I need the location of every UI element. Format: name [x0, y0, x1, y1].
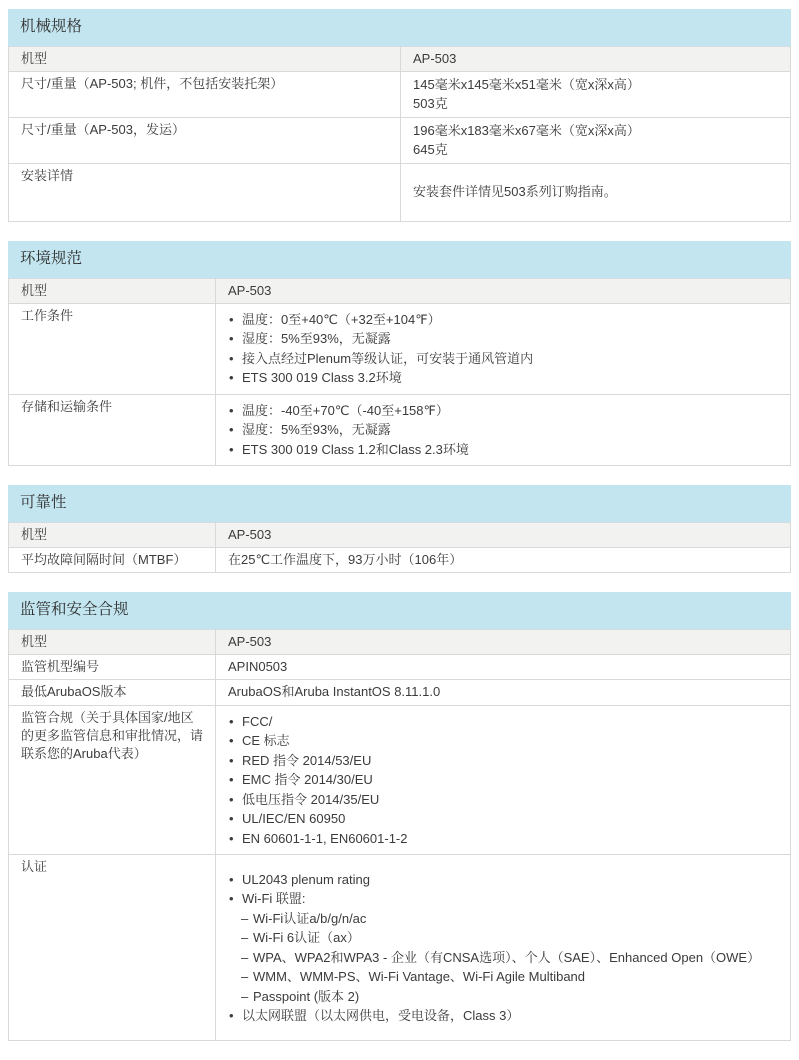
bullet-item: • ETS 300 019 Class 1.2和Class 2.3环境: [228, 440, 778, 460]
bullet-item: • FCC/: [228, 712, 778, 732]
row-label: 机型: [9, 279, 216, 303]
bullet-item: • UL2043 plenum rating: [228, 870, 778, 890]
bullet-item: • 接入点经过Plenum等级认证，可安装于通风管道内: [228, 349, 778, 369]
bullet-item: • EMC 指令 2014/30/EU: [228, 770, 778, 790]
section-title: 监管和安全合规: [8, 592, 791, 629]
spec-table: [8, 278, 791, 467]
row-value: 在25℃工作温度下，93万小时（106年）: [228, 552, 463, 568]
bullet-item: • 温度：0至+40℃（+32至+104℉）: [228, 310, 778, 330]
row-label: 监管机型编号: [9, 655, 216, 679]
row-value: ArubaOS和Aruba InstantOS 8.11.1.0: [228, 684, 441, 700]
row-label: 机型: [9, 630, 216, 654]
section-reliability: [8, 485, 791, 573]
bullet-list: [228, 310, 778, 388]
table-row: [9, 303, 790, 394]
row-label: 存储和运输条件: [9, 395, 216, 466]
table-row: [9, 854, 790, 1040]
value-line: 645克: [413, 142, 448, 158]
table-row: [9, 523, 790, 547]
bullet-item: • CE 标志: [228, 731, 778, 751]
row-value: 安装套件详情见503系列订购指南。: [413, 184, 617, 200]
bullet-item: • UL/IEC/EN 60950: [228, 809, 778, 829]
row-label: 监管合规（关于具体国家/地区的更多监管信息和审批情况，请联系您的Aruba代表）: [9, 706, 216, 855]
table-row: [9, 163, 790, 221]
sub-bullet-item: – Wi-Fi 6认证（ax）: [228, 928, 778, 948]
bullet-item: • RED 指令 2014/53/EU: [228, 751, 778, 771]
section-mechanical-specs: [8, 9, 791, 222]
sub-bullet-item: – Passpoint (版本 2): [228, 987, 778, 1007]
table-row: [9, 71, 790, 117]
table-row: [9, 47, 790, 71]
table-row: [9, 630, 790, 654]
sub-bullet-item: – Wi-Fi认证a/b/g/n/ac: [228, 909, 778, 929]
bullet-item: • 湿度：5%至93%，无凝露: [228, 329, 778, 349]
section-title: 机械规格: [8, 9, 791, 46]
row-label: 安装详情: [9, 164, 401, 221]
section-regulatory-safety-compliance: [8, 592, 791, 1041]
row-value: [216, 304, 790, 394]
table-row: [9, 654, 790, 679]
bullet-item: • ETS 300 019 Class 3.2环境: [228, 368, 778, 388]
bullet-list: [228, 870, 778, 1026]
bullet-item: • EN 60601-1-1, EN60601-1-2: [228, 829, 778, 849]
row-label: 机型: [9, 47, 401, 71]
bullet-item: • 温度：-40至+70℃（-40至+158℉）: [228, 401, 778, 421]
row-label: 尺寸/重量（AP-503; 机件，不包括安装托架）: [9, 72, 401, 117]
section-title: 环境规范: [8, 241, 791, 278]
table-row: [9, 705, 790, 855]
row-value: AP-503: [228, 526, 272, 542]
bullet-item: • 湿度：5%至93%，无凝露: [228, 420, 778, 440]
row-value: AP-503: [228, 282, 272, 298]
row-value: [401, 72, 790, 117]
table-row: [9, 117, 790, 163]
row-label: 机型: [9, 523, 216, 547]
bullet-item: • 以太网联盟（以太网供电，受电设备，Class 3）: [228, 1006, 778, 1026]
row-label: 最低ArubaOS版本: [9, 680, 216, 704]
row-value: AP-503: [413, 50, 457, 66]
bullet-list: [228, 712, 778, 849]
row-value: [216, 395, 790, 466]
sub-bullet-item: – WPA、WPA2和WPA3 - 企业（有CNSA选项）、个人（SAE）、Enhanced Open（OWE）: [228, 948, 778, 968]
value-line: 196毫米x183毫米x67毫米（宽x深x高）: [413, 122, 640, 138]
bullet-item: • 低电压指令 2014/35/EU: [228, 790, 778, 810]
row-value: [401, 118, 790, 163]
sub-bullet-item: – WMM、WMM-PS、Wi-Fi Vantage、Wi-Fi Agile Multiband: [228, 967, 778, 987]
spec-table: [8, 522, 791, 573]
row-label: 尺寸/重量（AP-503，发运）: [9, 118, 401, 163]
row-label: 认证: [9, 855, 216, 1040]
spec-table: [8, 629, 791, 1041]
bullet-item: • Wi-Fi 联盟:: [228, 889, 778, 909]
table-row: [9, 547, 790, 572]
row-value: APIN0503: [228, 659, 288, 675]
bullet-list: [228, 401, 778, 460]
row-value: AP-503: [228, 634, 272, 649]
section-environmental-specs: [8, 241, 791, 466]
table-row: [9, 679, 790, 704]
row-label: 工作条件: [9, 304, 216, 394]
spec-table: [8, 46, 791, 222]
row-value: [216, 855, 790, 1040]
row-label: 平均故障间隔时间（MTBF）: [9, 548, 216, 572]
value-line: 503克: [413, 96, 448, 112]
table-row: [9, 279, 790, 303]
section-title: 可靠性: [8, 485, 791, 522]
row-value: [216, 706, 790, 855]
value-line: 145毫米x145毫米x51毫米（宽x深x高）: [413, 76, 640, 92]
table-row: [9, 394, 790, 466]
